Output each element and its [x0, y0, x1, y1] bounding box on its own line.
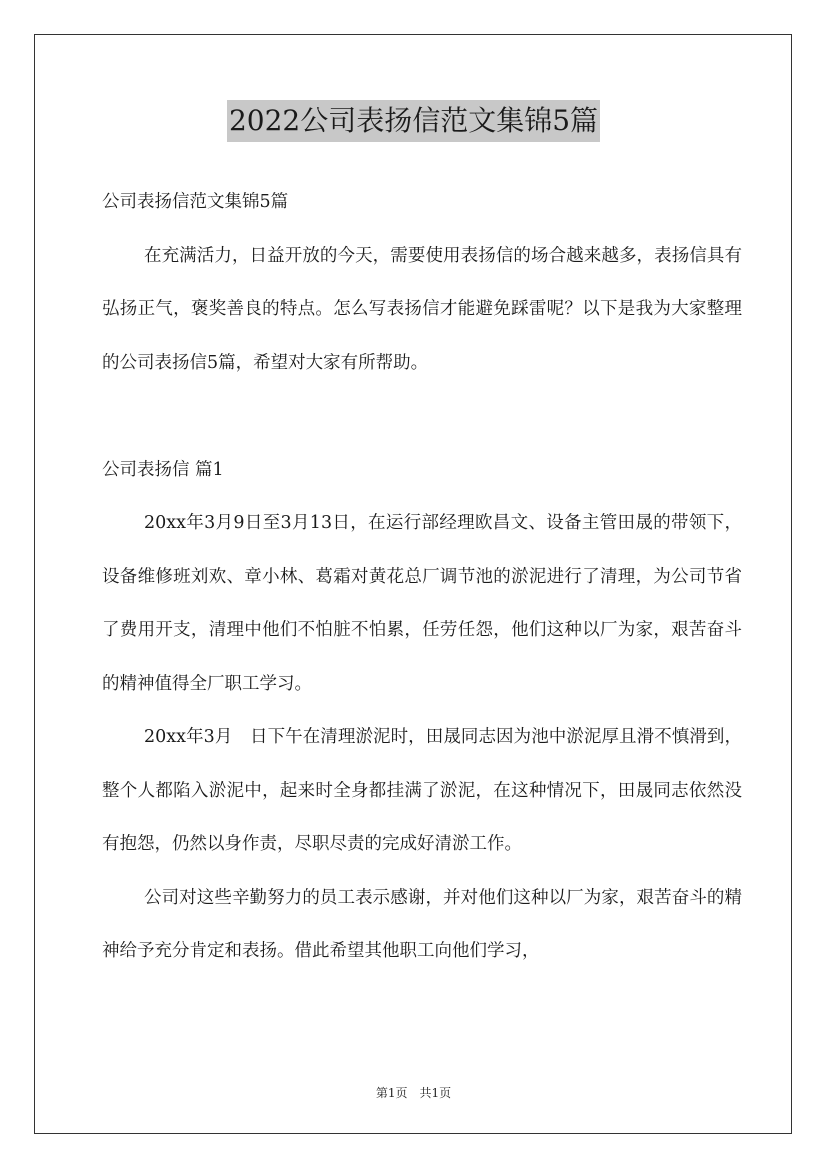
document-subtitle: 公司表扬信范文集锦5篇	[102, 192, 289, 212]
body-paragraph-2: 20xx年3月 日下午在清理淤泥时，田晟同志因为池中淤泥厚且滑不慎滑到，整个人都陷入淤泥中，起来时全身都挂满了淤泥，在这种情况下，田晟同志依然没有抱怨，仍然以身作责，尽职尽责的完成好清淤工作。	[102, 727, 742, 854]
intro-paragraph: 在充满活力，日益开放的今天，需要使用表扬信的场合越来越多，表扬信具有弘扬正气，褒奖善良的特点。怎么写表扬信才能避免踩雷呢？以下是我为大家整理的公司表扬信5篇，希望对大家有所帮助。	[102, 245, 742, 373]
body-paragraph-1: 20xx年3月9日至3月13日，在运行部经理欧昌文、设备主管田晟的带领下，设备维修班刘欢、章小林、葛霜对黄花总厂调节池的淤泥进行了清理，为公司节省了费用开支，清理中他们不怕脏不怕累，任劳任怨，他们这种以厂为家，艰苦奋斗的精神值得全厂职工学习。	[102, 513, 742, 694]
section-heading: 公司表扬信 篇1	[102, 459, 224, 480]
document-body	[102, 176, 742, 979]
section-spacer	[102, 390, 742, 444]
body-paragraph-3: 公司对这些辛勤努力的员工表示感谢，并对他们这种以厂为家，艰苦奋斗的精神给予充分肯定和表扬。借此希望其他职工向他们学习，	[102, 887, 742, 961]
title-container	[0, 100, 827, 142]
document-title: 2022公司表扬信范文集锦5篇	[227, 100, 600, 142]
page-number-footer: 第1页 共1页	[375, 1086, 452, 1100]
